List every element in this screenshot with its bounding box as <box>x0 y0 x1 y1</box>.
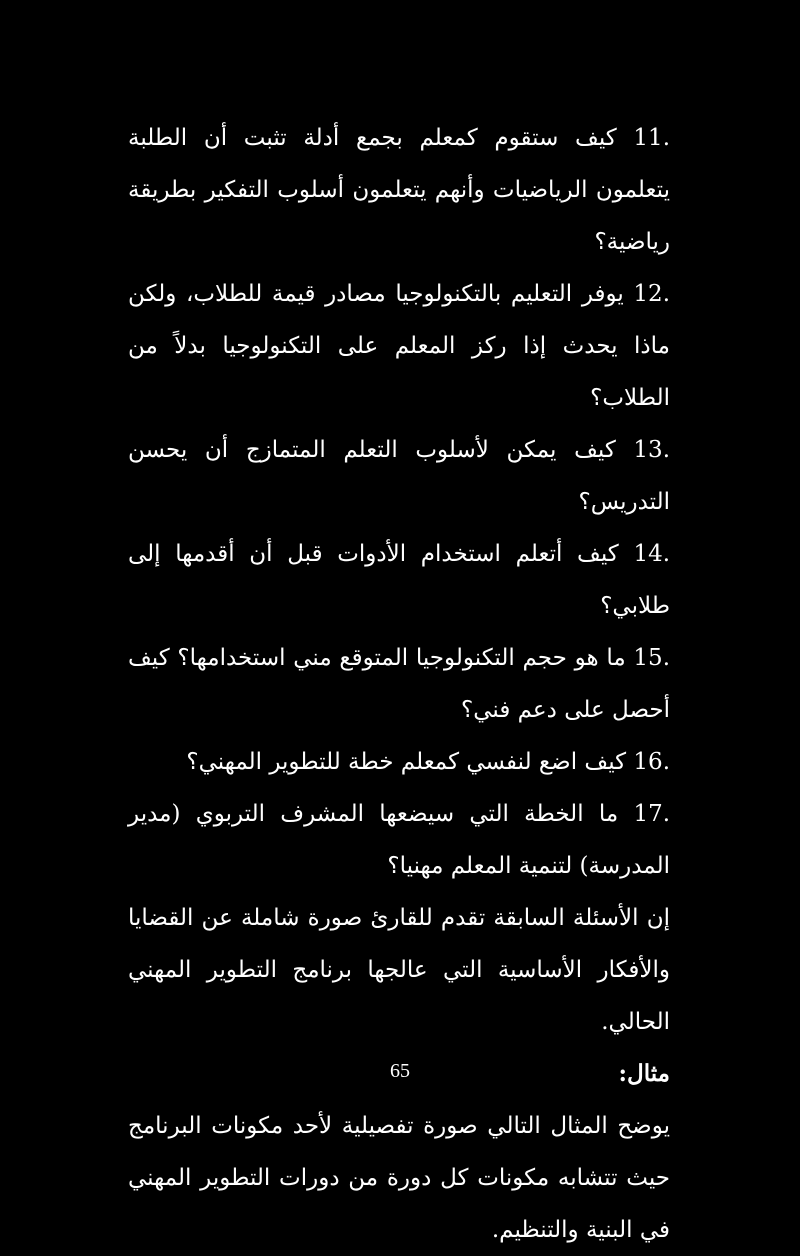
item-text: يوفر التعليم بالتكنولوجيا مصادر قيمة للطلاب، ولكن ماذا يحدث إذا ركز المعلم على التكنولوجيا بدلاً من الطلاب؟ <box>128 281 670 411</box>
list-item-15 <box>128 632 670 736</box>
item-number: 16. <box>633 749 670 775</box>
item-text: ما هو حجم التكنولوجيا المتوقع مني استخدامها؟ كيف أحصل على دعم فني؟ <box>128 645 670 723</box>
item-text: كيف اضع لنفسي كمعلم خطة للتطوير المهني؟ <box>186 749 627 775</box>
item-number: 17. <box>633 801 671 827</box>
item-text: ما الخطة التي سيضعها المشرف التربوي (مدير المدرسة) لتنمية المعلم مهنيا؟ <box>128 801 670 879</box>
summary-paragraph: إن الأسئلة السابقة تقدم للقارئ صورة شاملة عن القضايا والأفكار الأساسية التي عالجها برنامج التطوير المهني الحالي. <box>128 905 670 1035</box>
list-item-13 <box>128 424 670 528</box>
list-item-14 <box>128 528 670 632</box>
item-number: 11. <box>633 125 670 151</box>
item-text: كيف يمكن لأسلوب التعلم المتمازج أن يحسن التدريس؟ <box>128 437 670 515</box>
example-paragraph: يوضح المثال التالي صورة تفصيلية لأحد مكونات البرنامج حيث تتشابه مكونات كل دورة من دورات التطوير المهني في البنية والتنظيم. <box>128 1113 670 1243</box>
item-number: 13. <box>633 437 670 463</box>
list-item-11 <box>128 112 670 268</box>
item-number: 15. <box>633 645 670 671</box>
list-item-16 <box>128 736 670 788</box>
page-number: 65 <box>390 1060 410 1082</box>
item-number: 12. <box>633 281 670 307</box>
page-body <box>128 112 670 1256</box>
list-item-12 <box>128 268 670 424</box>
item-number: 14. <box>633 541 671 567</box>
item-text: كيف ستقوم كمعلم بجمع أدلة تثبت أن الطلبة يتعلمون الرياضيات وأنهم يتعلمون أسلوب التفكير بطريقة رياضية؟ <box>128 125 670 255</box>
item-text: كيف أتعلم استخدام الأدوات قبل أن أقدمها إلى طلابي؟ <box>128 541 670 619</box>
example-heading: مثال: <box>618 1060 670 1087</box>
list-item-17 <box>128 788 670 892</box>
